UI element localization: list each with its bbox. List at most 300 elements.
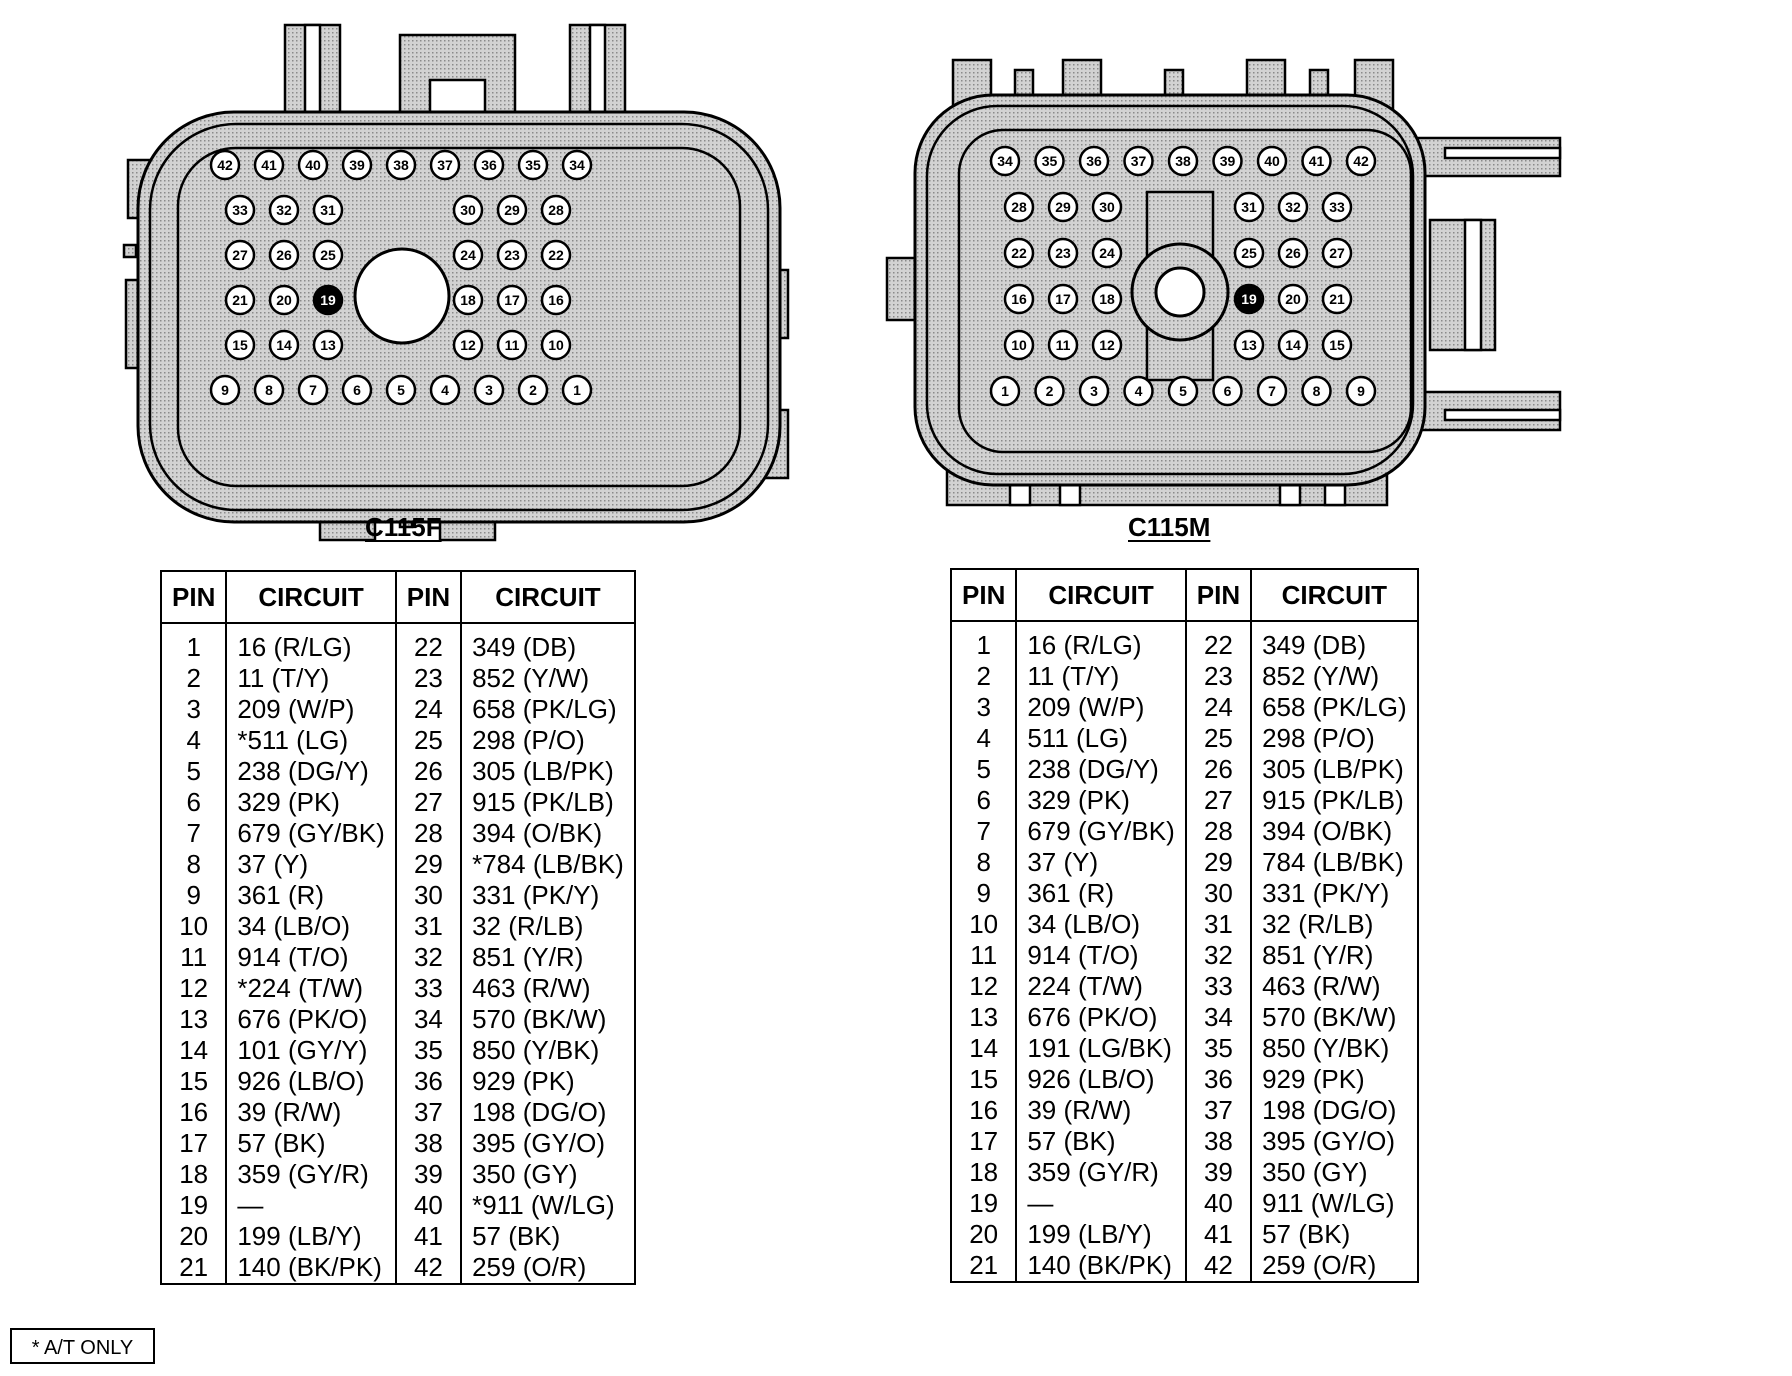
circuit-value: 463 (R/W) — [461, 973, 635, 1004]
pin-cavity — [299, 376, 327, 404]
circuit-value: 914 (T/O) — [1016, 940, 1185, 971]
table-row — [951, 1126, 1418, 1157]
pin-cavity — [1036, 377, 1064, 405]
pin-number: 2 — [951, 661, 1016, 692]
circuit-value: 679 (GY/BK) — [1016, 816, 1185, 847]
pin-cavity — [211, 151, 239, 179]
pin-number-label: 26 — [1285, 245, 1301, 261]
pin-cavity — [270, 286, 298, 314]
circuit-value: 305 (LB/PK) — [1251, 754, 1418, 785]
pin-number: 8 — [951, 847, 1016, 878]
circuit-value: 209 (W/P) — [226, 694, 395, 725]
table-row — [161, 1159, 635, 1190]
table-row — [161, 694, 635, 725]
pin-number: 31 — [1186, 909, 1251, 940]
pin-number-label: 36 — [1086, 153, 1102, 169]
pin-cavity — [1169, 147, 1197, 175]
pin-number-label: 11 — [1055, 337, 1071, 353]
circuit-value: 676 (PK/O) — [226, 1004, 395, 1035]
pin-number: 30 — [1186, 878, 1251, 909]
pin-cavity — [475, 151, 503, 179]
pin-cavity — [542, 286, 570, 314]
pin-cavity — [1235, 193, 1263, 221]
pinout-table-c115m — [950, 568, 1419, 1283]
circuit-value: 238 (DG/Y) — [1016, 754, 1185, 785]
pin-number: 10 — [951, 909, 1016, 940]
circuit-value: 394 (O/BK) — [461, 818, 635, 849]
pin-number-label: 21 — [1329, 291, 1345, 307]
circuit-value: 259 (O/R) — [1251, 1250, 1418, 1282]
pin-cavity — [1093, 285, 1121, 313]
circuit-value: *784 (LB/BK) — [461, 849, 635, 880]
pin-number: 38 — [396, 1128, 461, 1159]
circuit-value: 929 (PK) — [461, 1066, 635, 1097]
circuit-value: 199 (LB/Y) — [1016, 1219, 1185, 1250]
col-header-circuit: CIRCUIT — [461, 571, 635, 623]
circuit-value: 350 (GY) — [461, 1159, 635, 1190]
circuit-value: 658 (PK/LG) — [1251, 692, 1418, 723]
pin-number-label: 40 — [1264, 153, 1280, 169]
pin-number-label: 6 — [1223, 383, 1232, 399]
table-header-row — [951, 569, 1418, 621]
col-header-circuit: CIRCUIT — [226, 571, 395, 623]
pin-cavity — [991, 377, 1019, 405]
pin-number: 32 — [396, 942, 461, 973]
pin-number: 7 — [161, 818, 226, 849]
pin-cavity — [1049, 239, 1077, 267]
pin-number: 15 — [161, 1066, 226, 1097]
table-row — [951, 909, 1418, 940]
circuit-value: 57 (BK) — [1251, 1219, 1418, 1250]
table-row — [951, 1250, 1418, 1282]
pin-number-label: 37 — [437, 157, 453, 173]
pin-number: 6 — [951, 785, 1016, 816]
pin-cavity — [1005, 193, 1033, 221]
pin-number-label: 9 — [221, 382, 229, 398]
pin-cavity — [1093, 331, 1121, 359]
circuit-value: 359 (GY/R) — [226, 1159, 395, 1190]
pin-cavity — [226, 331, 254, 359]
pin-number-label: 14 — [1285, 337, 1301, 353]
table-row — [161, 818, 635, 849]
pin-number-label: 38 — [393, 157, 409, 173]
pin-number-label: 8 — [265, 382, 273, 398]
pin-number-label: 36 — [481, 157, 497, 173]
circuit-value: 679 (GY/BK) — [226, 818, 395, 849]
circuit-value: 394 (O/BK) — [1251, 816, 1418, 847]
footnote-at-only: * A/T ONLY — [10, 1328, 155, 1364]
circuit-value: 676 (PK/O) — [1016, 1002, 1185, 1033]
pin-cavity — [211, 376, 239, 404]
pin-number: 26 — [1186, 754, 1251, 785]
pin-number-label: 26 — [276, 247, 292, 263]
circuit-value: 32 (R/LB) — [1251, 909, 1418, 940]
circuit-value: 915 (PK/LB) — [1251, 785, 1418, 816]
pin-number: 4 — [951, 723, 1016, 754]
pin-number-label: 3 — [1090, 383, 1098, 399]
pin-number: 27 — [396, 787, 461, 818]
pin-cavity — [454, 286, 482, 314]
pin-number-label: 30 — [460, 202, 476, 218]
pin-number-label: 15 — [232, 337, 248, 353]
pin-number: 39 — [396, 1159, 461, 1190]
table-row — [951, 754, 1418, 785]
table-row — [161, 942, 635, 973]
pin-number: 33 — [396, 973, 461, 1004]
pin-cavity — [498, 286, 526, 314]
pin-number: 40 — [1186, 1188, 1251, 1219]
pin-number: 27 — [1186, 785, 1251, 816]
c115m-center-bolt-hole — [1156, 268, 1204, 316]
pin-cavity — [1005, 239, 1033, 267]
pin-number-label: 12 — [460, 337, 476, 353]
table-row — [951, 1064, 1418, 1095]
col-header-pin: PIN — [951, 569, 1016, 621]
pin-number: 12 — [951, 971, 1016, 1002]
circuit-value: 350 (GY) — [1251, 1157, 1418, 1188]
circuit-value: 199 (LB/Y) — [226, 1221, 395, 1252]
pin-cavity — [270, 241, 298, 269]
pin-number: 12 — [161, 973, 226, 1004]
pin-number-label: 12 — [1099, 337, 1115, 353]
pin-cavity — [1049, 285, 1077, 313]
circuit-value: 259 (O/R) — [461, 1252, 635, 1284]
pin-number-label: 5 — [397, 382, 405, 398]
pin-number: 6 — [161, 787, 226, 818]
table-row — [161, 1221, 635, 1252]
pin-number: 21 — [951, 1250, 1016, 1282]
circuit-value: 349 (DB) — [1251, 621, 1418, 661]
pin-number: 42 — [396, 1252, 461, 1284]
pin-cavity — [519, 151, 547, 179]
pin-cavity — [1005, 285, 1033, 313]
pin-number: 1 — [161, 623, 226, 663]
pin-number: 25 — [396, 725, 461, 756]
circuit-value: 57 (BK) — [1016, 1126, 1185, 1157]
circuit-value: 658 (PK/LG) — [461, 694, 635, 725]
pin-cavity — [431, 151, 459, 179]
pin-number: 34 — [1186, 1002, 1251, 1033]
table-row — [161, 623, 635, 663]
pin-number-label: 25 — [1241, 245, 1257, 261]
pin-number: 5 — [951, 754, 1016, 785]
pin-cavity — [226, 241, 254, 269]
pin-cavity — [498, 241, 526, 269]
pin-number: 22 — [396, 623, 461, 663]
circuit-value: 911 (W/LG) — [1251, 1188, 1418, 1219]
pin-number-label: 31 — [1241, 199, 1257, 215]
pin-number-label: 30 — [1099, 199, 1115, 215]
table-row — [951, 1157, 1418, 1188]
pin-cavity — [1323, 239, 1351, 267]
table-row — [951, 1095, 1418, 1126]
pin-cavity — [1347, 377, 1375, 405]
pin-number-label: 25 — [320, 247, 336, 263]
pin-number-label: 32 — [1285, 199, 1301, 215]
circuit-value: 57 (BK) — [226, 1128, 395, 1159]
pin-number: 30 — [396, 880, 461, 911]
pin-cavity — [1258, 377, 1286, 405]
pin-number-label: 29 — [1055, 199, 1071, 215]
connector-c115f-drawing — [120, 20, 800, 550]
pin-number-label: 3 — [485, 382, 493, 398]
pin-cavity — [563, 151, 591, 179]
pin-number-label: 2 — [1045, 383, 1054, 399]
circuit-value: 329 (PK) — [1016, 785, 1185, 816]
circuit-value: 349 (DB) — [461, 623, 635, 663]
pin-cavity — [1323, 285, 1351, 313]
pin-number: 40 — [396, 1190, 461, 1221]
circuit-value: 140 (BK/PK) — [226, 1252, 395, 1284]
circuit-value: 359 (GY/R) — [1016, 1157, 1185, 1188]
pin-cavity — [1347, 147, 1375, 175]
circuit-value: 850 (Y/BK) — [1251, 1033, 1418, 1064]
circuit-value: 850 (Y/BK) — [461, 1035, 635, 1066]
circuit-value: 209 (W/P) — [1016, 692, 1185, 723]
circuit-value: 851 (Y/R) — [1251, 940, 1418, 971]
pin-number: 39 — [1186, 1157, 1251, 1188]
table-row — [161, 725, 635, 756]
pin-number: 24 — [1186, 692, 1251, 723]
circuit-value: 926 (LB/O) — [1016, 1064, 1185, 1095]
pin-number-label: 39 — [349, 157, 365, 173]
table-row — [161, 787, 635, 818]
pin-number: 3 — [951, 692, 1016, 723]
pin-number-label: 35 — [525, 157, 541, 173]
circuit-value: 224 (T/W) — [1016, 971, 1185, 1002]
pin-number: 11 — [161, 942, 226, 973]
table-row — [161, 1097, 635, 1128]
pin-number: 36 — [396, 1066, 461, 1097]
table-row — [951, 1219, 1418, 1250]
pin-cavity — [563, 376, 591, 404]
pin-number: 29 — [396, 849, 461, 880]
circuit-value: 915 (PK/LB) — [461, 787, 635, 818]
pin-cavity — [1303, 377, 1331, 405]
pin-number: 35 — [396, 1035, 461, 1066]
pin-cavity — [1080, 147, 1108, 175]
pin-number: 15 — [951, 1064, 1016, 1095]
circuit-value: *511 (LG) — [226, 725, 395, 756]
pin-number: 18 — [161, 1159, 226, 1190]
circuit-value: — — [226, 1190, 395, 1221]
pin-cavity — [431, 376, 459, 404]
pin-cavity — [454, 331, 482, 359]
table-row — [161, 911, 635, 942]
pin-cavity — [542, 196, 570, 224]
pin-number-label: 21 — [232, 292, 248, 308]
pin-number: 31 — [396, 911, 461, 942]
table-row — [951, 692, 1418, 723]
circuit-value: 298 (P/O) — [1251, 723, 1418, 754]
table-row — [951, 661, 1418, 692]
table-row — [951, 847, 1418, 878]
pin-number: 5 — [161, 756, 226, 787]
col-header-pin: PIN — [161, 571, 226, 623]
pin-number: 26 — [396, 756, 461, 787]
circuit-value: 463 (R/W) — [1251, 971, 1418, 1002]
pinout-table-c115f — [160, 570, 636, 1285]
pin-cavity — [454, 241, 482, 269]
pin-number: 32 — [1186, 940, 1251, 971]
pin-number: 17 — [951, 1126, 1016, 1157]
circuit-value: 191 (LG/BK) — [1016, 1033, 1185, 1064]
col-header-pin: PIN — [396, 571, 461, 623]
pin-number-label: 16 — [548, 292, 564, 308]
pin-number: 20 — [161, 1221, 226, 1252]
pin-number: 17 — [161, 1128, 226, 1159]
pin-cavity — [498, 331, 526, 359]
pin-cavity — [387, 376, 415, 404]
pin-number: 8 — [161, 849, 226, 880]
pin-cavity — [1125, 377, 1153, 405]
pin-number: 35 — [1186, 1033, 1251, 1064]
circuit-value: 395 (GY/O) — [1251, 1126, 1418, 1157]
pin-number-label: 4 — [441, 382, 449, 398]
pin-number-label: 1 — [1001, 383, 1009, 399]
pin-cavity — [1093, 193, 1121, 221]
pin-number-label: 15 — [1329, 337, 1345, 353]
pin-number-label: 2 — [529, 382, 537, 398]
pin-number: 33 — [1186, 971, 1251, 1002]
pin-number-label: 31 — [320, 202, 336, 218]
pin-number: 20 — [951, 1219, 1016, 1250]
table-row — [951, 1188, 1418, 1219]
table-row — [161, 663, 635, 694]
pin-number-label: 6 — [353, 382, 361, 398]
pin-number: 24 — [396, 694, 461, 725]
pin-cavity — [255, 151, 283, 179]
pin-number-label: 32 — [276, 202, 292, 218]
table-header-row — [161, 571, 635, 623]
pin-number-label: 7 — [1268, 383, 1276, 399]
circuit-value: 16 (R/LG) — [1016, 621, 1185, 661]
pin-cavity — [475, 376, 503, 404]
circuit-value: 395 (GY/O) — [461, 1128, 635, 1159]
table-row — [951, 621, 1418, 661]
pin-cavity — [498, 196, 526, 224]
circuit-value: 198 (DG/O) — [461, 1097, 635, 1128]
pin-cavity — [1303, 147, 1331, 175]
pin-cavity — [1279, 285, 1307, 313]
pin-number: 3 — [161, 694, 226, 725]
circuit-value: — — [1016, 1188, 1185, 1219]
pin-number: 1 — [951, 621, 1016, 661]
table-row — [951, 785, 1418, 816]
pin-number-label: 27 — [232, 247, 248, 263]
pin-cavity — [387, 151, 415, 179]
table-row — [951, 940, 1418, 971]
pin-cavity — [343, 151, 371, 179]
circuit-value: 101 (GY/Y) — [226, 1035, 395, 1066]
pin-number: 19 — [161, 1190, 226, 1221]
table-row — [161, 880, 635, 911]
circuit-value: 851 (Y/R) — [461, 942, 635, 973]
table-row — [161, 1066, 635, 1097]
pin-number-label: 33 — [232, 202, 248, 218]
pin-number: 13 — [161, 1004, 226, 1035]
pin-number: 9 — [951, 878, 1016, 909]
pin-number-label: 35 — [1041, 153, 1058, 169]
pin-number-label: 38 — [1175, 153, 1191, 169]
pin-number-label: 22 — [1011, 245, 1027, 261]
pin-cavity — [1169, 377, 1197, 405]
pin-number: 37 — [1186, 1095, 1251, 1126]
pin-number: 11 — [951, 940, 1016, 971]
circuit-value: 198 (DG/O) — [1251, 1095, 1418, 1126]
circuit-value: *911 (W/LG) — [461, 1190, 635, 1221]
circuit-value: 511 (LG) — [1016, 723, 1185, 754]
pin-number: 4 — [161, 725, 226, 756]
pin-cavity — [314, 331, 342, 359]
pin-number-label: 8 — [1312, 383, 1321, 399]
pin-number: 42 — [1186, 1250, 1251, 1282]
circuit-value: 852 (Y/W) — [461, 663, 635, 694]
table-row — [161, 1035, 635, 1066]
pin-number-label: 14 — [276, 337, 292, 353]
pin-number: 9 — [161, 880, 226, 911]
pin-cavity — [1235, 239, 1263, 267]
circuit-value: 140 (BK/PK) — [1016, 1250, 1185, 1282]
table-row — [951, 971, 1418, 1002]
pin-cavity — [1005, 331, 1033, 359]
pin-number: 21 — [161, 1252, 226, 1284]
circuit-value: 34 (LB/O) — [1016, 909, 1185, 940]
pin-number: 2 — [161, 663, 226, 694]
pin-cavity — [299, 151, 327, 179]
pin-cavity — [1323, 331, 1351, 359]
circuit-value: 331 (PK/Y) — [1251, 878, 1418, 909]
pin-number: 41 — [396, 1221, 461, 1252]
pin-number: 36 — [1186, 1064, 1251, 1095]
pin-number-label: 24 — [460, 247, 476, 263]
pin-number: 16 — [161, 1097, 226, 1128]
pin-number: 18 — [951, 1157, 1016, 1188]
pin-number-label: 34 — [569, 157, 585, 173]
pin-cavity — [1080, 377, 1108, 405]
pin-number-label: 10 — [548, 337, 564, 353]
circuit-value: 914 (T/O) — [226, 942, 395, 973]
pin-number: 34 — [396, 1004, 461, 1035]
circuit-value: 926 (LB/O) — [226, 1066, 395, 1097]
pin-cavity — [1235, 285, 1263, 313]
pin-number: 23 — [1186, 661, 1251, 692]
pin-number: 37 — [396, 1097, 461, 1128]
table-row — [951, 1033, 1418, 1064]
pin-cavity — [1258, 147, 1286, 175]
pin-cavity — [1049, 193, 1077, 221]
pin-number-label: 20 — [1285, 291, 1301, 307]
connector-c115m-drawing — [885, 20, 1785, 550]
col-header-pin: PIN — [1186, 569, 1251, 621]
table-row — [161, 849, 635, 880]
table-row — [161, 1004, 635, 1035]
pin-number-label: 42 — [1353, 153, 1369, 169]
pin-number-label: 29 — [504, 202, 520, 218]
circuit-value: *224 (T/W) — [226, 973, 395, 1004]
pin-cavity — [226, 286, 254, 314]
pin-number: 14 — [951, 1033, 1016, 1064]
circuit-value: 32 (R/LB) — [461, 911, 635, 942]
pin-cavity — [1279, 193, 1307, 221]
circuit-value: 361 (R) — [226, 880, 395, 911]
pin-cavity — [1235, 331, 1263, 359]
pin-number: 23 — [396, 663, 461, 694]
pin-number-label: 5 — [1179, 383, 1187, 399]
pin-number-label: 16 — [1011, 291, 1027, 307]
connector-c115m-title: C115M — [1128, 512, 1211, 542]
pin-cavity — [343, 376, 371, 404]
